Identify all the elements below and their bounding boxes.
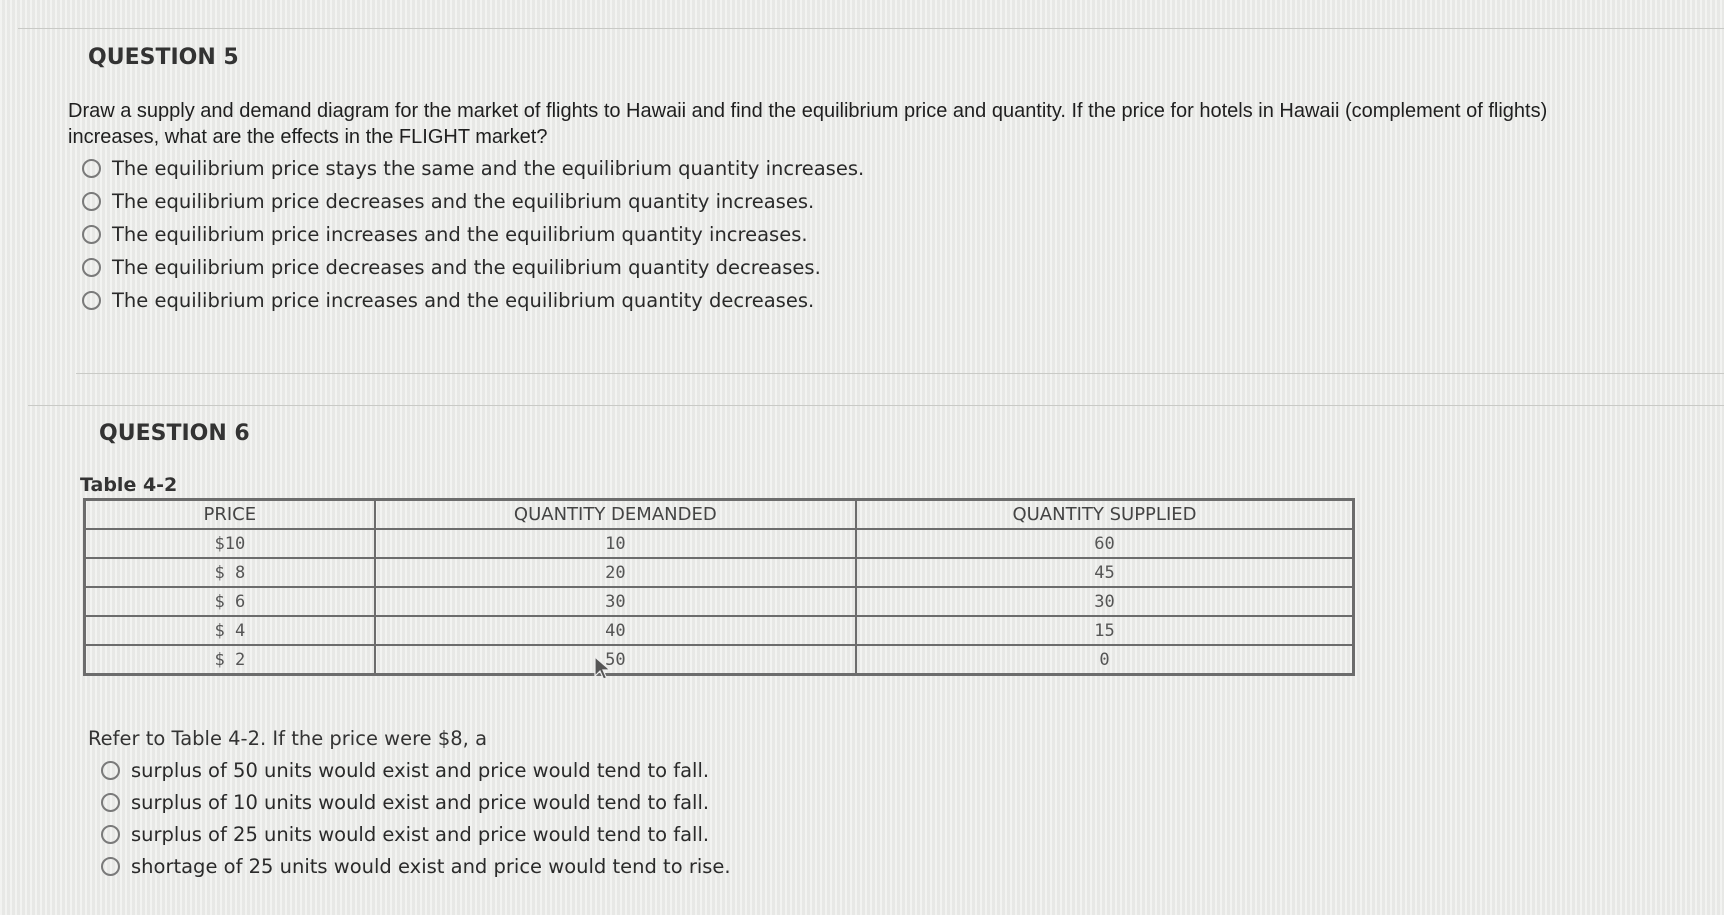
table-row <box>85 587 1354 616</box>
option-label: The equilibrium price increases and the equilibrium quantity decreases. <box>112 289 815 312</box>
cell-price: $10 <box>85 529 375 558</box>
question-5-title: QUESTION 5 <box>88 45 239 70</box>
data-table <box>83 498 1355 676</box>
question-6-option-3[interactable] <box>101 818 731 850</box>
option-label: The equilibrium price stays the same and the equilibrium quantity increases. <box>112 157 865 180</box>
cell-price: $ 2 <box>85 645 375 675</box>
cell-quantity-demanded: 20 <box>375 558 856 587</box>
radio-button[interactable] <box>82 225 101 244</box>
cell-quantity-demanded: 10 <box>375 529 856 558</box>
option-label: surplus of 10 units would exist and price would tend to fall. <box>131 790 710 814</box>
table-row <box>85 645 1354 675</box>
cell-quantity-demanded: 40 <box>375 616 856 645</box>
cell-quantity-supplied: 30 <box>856 587 1354 616</box>
header-quantity-demanded: QUANTITY DEMANDED <box>375 500 856 530</box>
radio-button[interactable] <box>101 761 120 780</box>
radio-button[interactable] <box>82 258 101 277</box>
question-5-option-4[interactable] <box>82 251 864 284</box>
radio-button[interactable] <box>101 825 120 844</box>
radio-button[interactable] <box>101 857 120 876</box>
cell-quantity-demanded: 50 <box>375 645 856 675</box>
question-5-option-3[interactable] <box>82 218 864 251</box>
cell-quantity-supplied: 15 <box>856 616 1354 645</box>
question-divider-upper <box>76 373 1724 374</box>
header-price: PRICE <box>85 500 375 530</box>
option-label: The equilibrium price decreases and the equilibrium quantity increases. <box>112 190 815 213</box>
question-5-options <box>82 152 864 317</box>
radio-button[interactable] <box>101 793 120 812</box>
cell-quantity-supplied: 60 <box>856 529 1354 558</box>
question-5-text-line-2: increases, what are the effects in the FLIGHT market? <box>68 126 548 148</box>
table-row <box>85 558 1354 587</box>
cell-price: $ 8 <box>85 558 375 587</box>
table-row <box>85 529 1354 558</box>
question-6-option-4[interactable] <box>101 850 731 882</box>
question-5-text <box>68 98 1668 150</box>
radio-button[interactable] <box>82 159 101 178</box>
radio-button[interactable] <box>82 192 101 211</box>
question-5-option-1[interactable] <box>82 152 864 185</box>
question-5-option-5[interactable] <box>82 284 864 317</box>
cell-price: $ 6 <box>85 587 375 616</box>
radio-button[interactable] <box>82 291 101 310</box>
cell-quantity-supplied: 0 <box>856 645 1354 675</box>
question-6-options <box>101 754 731 882</box>
question-6-option-1[interactable] <box>101 754 731 786</box>
question-6-title: QUESTION 6 <box>99 421 250 446</box>
option-label: surplus of 50 units would exist and price would tend to fall. <box>131 758 710 782</box>
option-label: surplus of 25 units would exist and price would tend to fall. <box>131 822 710 846</box>
question-divider-lower <box>28 405 1724 406</box>
top-divider <box>18 28 1724 29</box>
question-6-option-2[interactable] <box>101 786 731 818</box>
option-label: shortage of 25 units would exist and price would tend to rise. <box>131 854 731 878</box>
mouse-pointer-icon <box>594 656 612 682</box>
question-5-text-line-1: Draw a supply and demand diagram for the market of flights to Hawaii and find the equilibrium price and quantity. If the price for hotels in Hawaii (complement of flights) <box>68 100 1548 122</box>
option-label: The equilibrium price decreases and the equilibrium quantity decreases. <box>112 256 821 279</box>
cell-quantity-supplied: 45 <box>856 558 1354 587</box>
header-quantity-supplied: QUANTITY SUPPLIED <box>856 500 1354 530</box>
option-label: The equilibrium price increases and the equilibrium quantity increases. <box>112 223 808 246</box>
cell-price: $ 4 <box>85 616 375 645</box>
table-caption: Table 4-2 <box>80 474 178 496</box>
table-row <box>85 616 1354 645</box>
table-header-row <box>85 500 1354 530</box>
question-6-prompt: Refer to Table 4-2. If the price were $8, a <box>88 727 488 750</box>
question-5-option-2[interactable] <box>82 185 864 218</box>
cell-quantity-demanded: 30 <box>375 587 856 616</box>
